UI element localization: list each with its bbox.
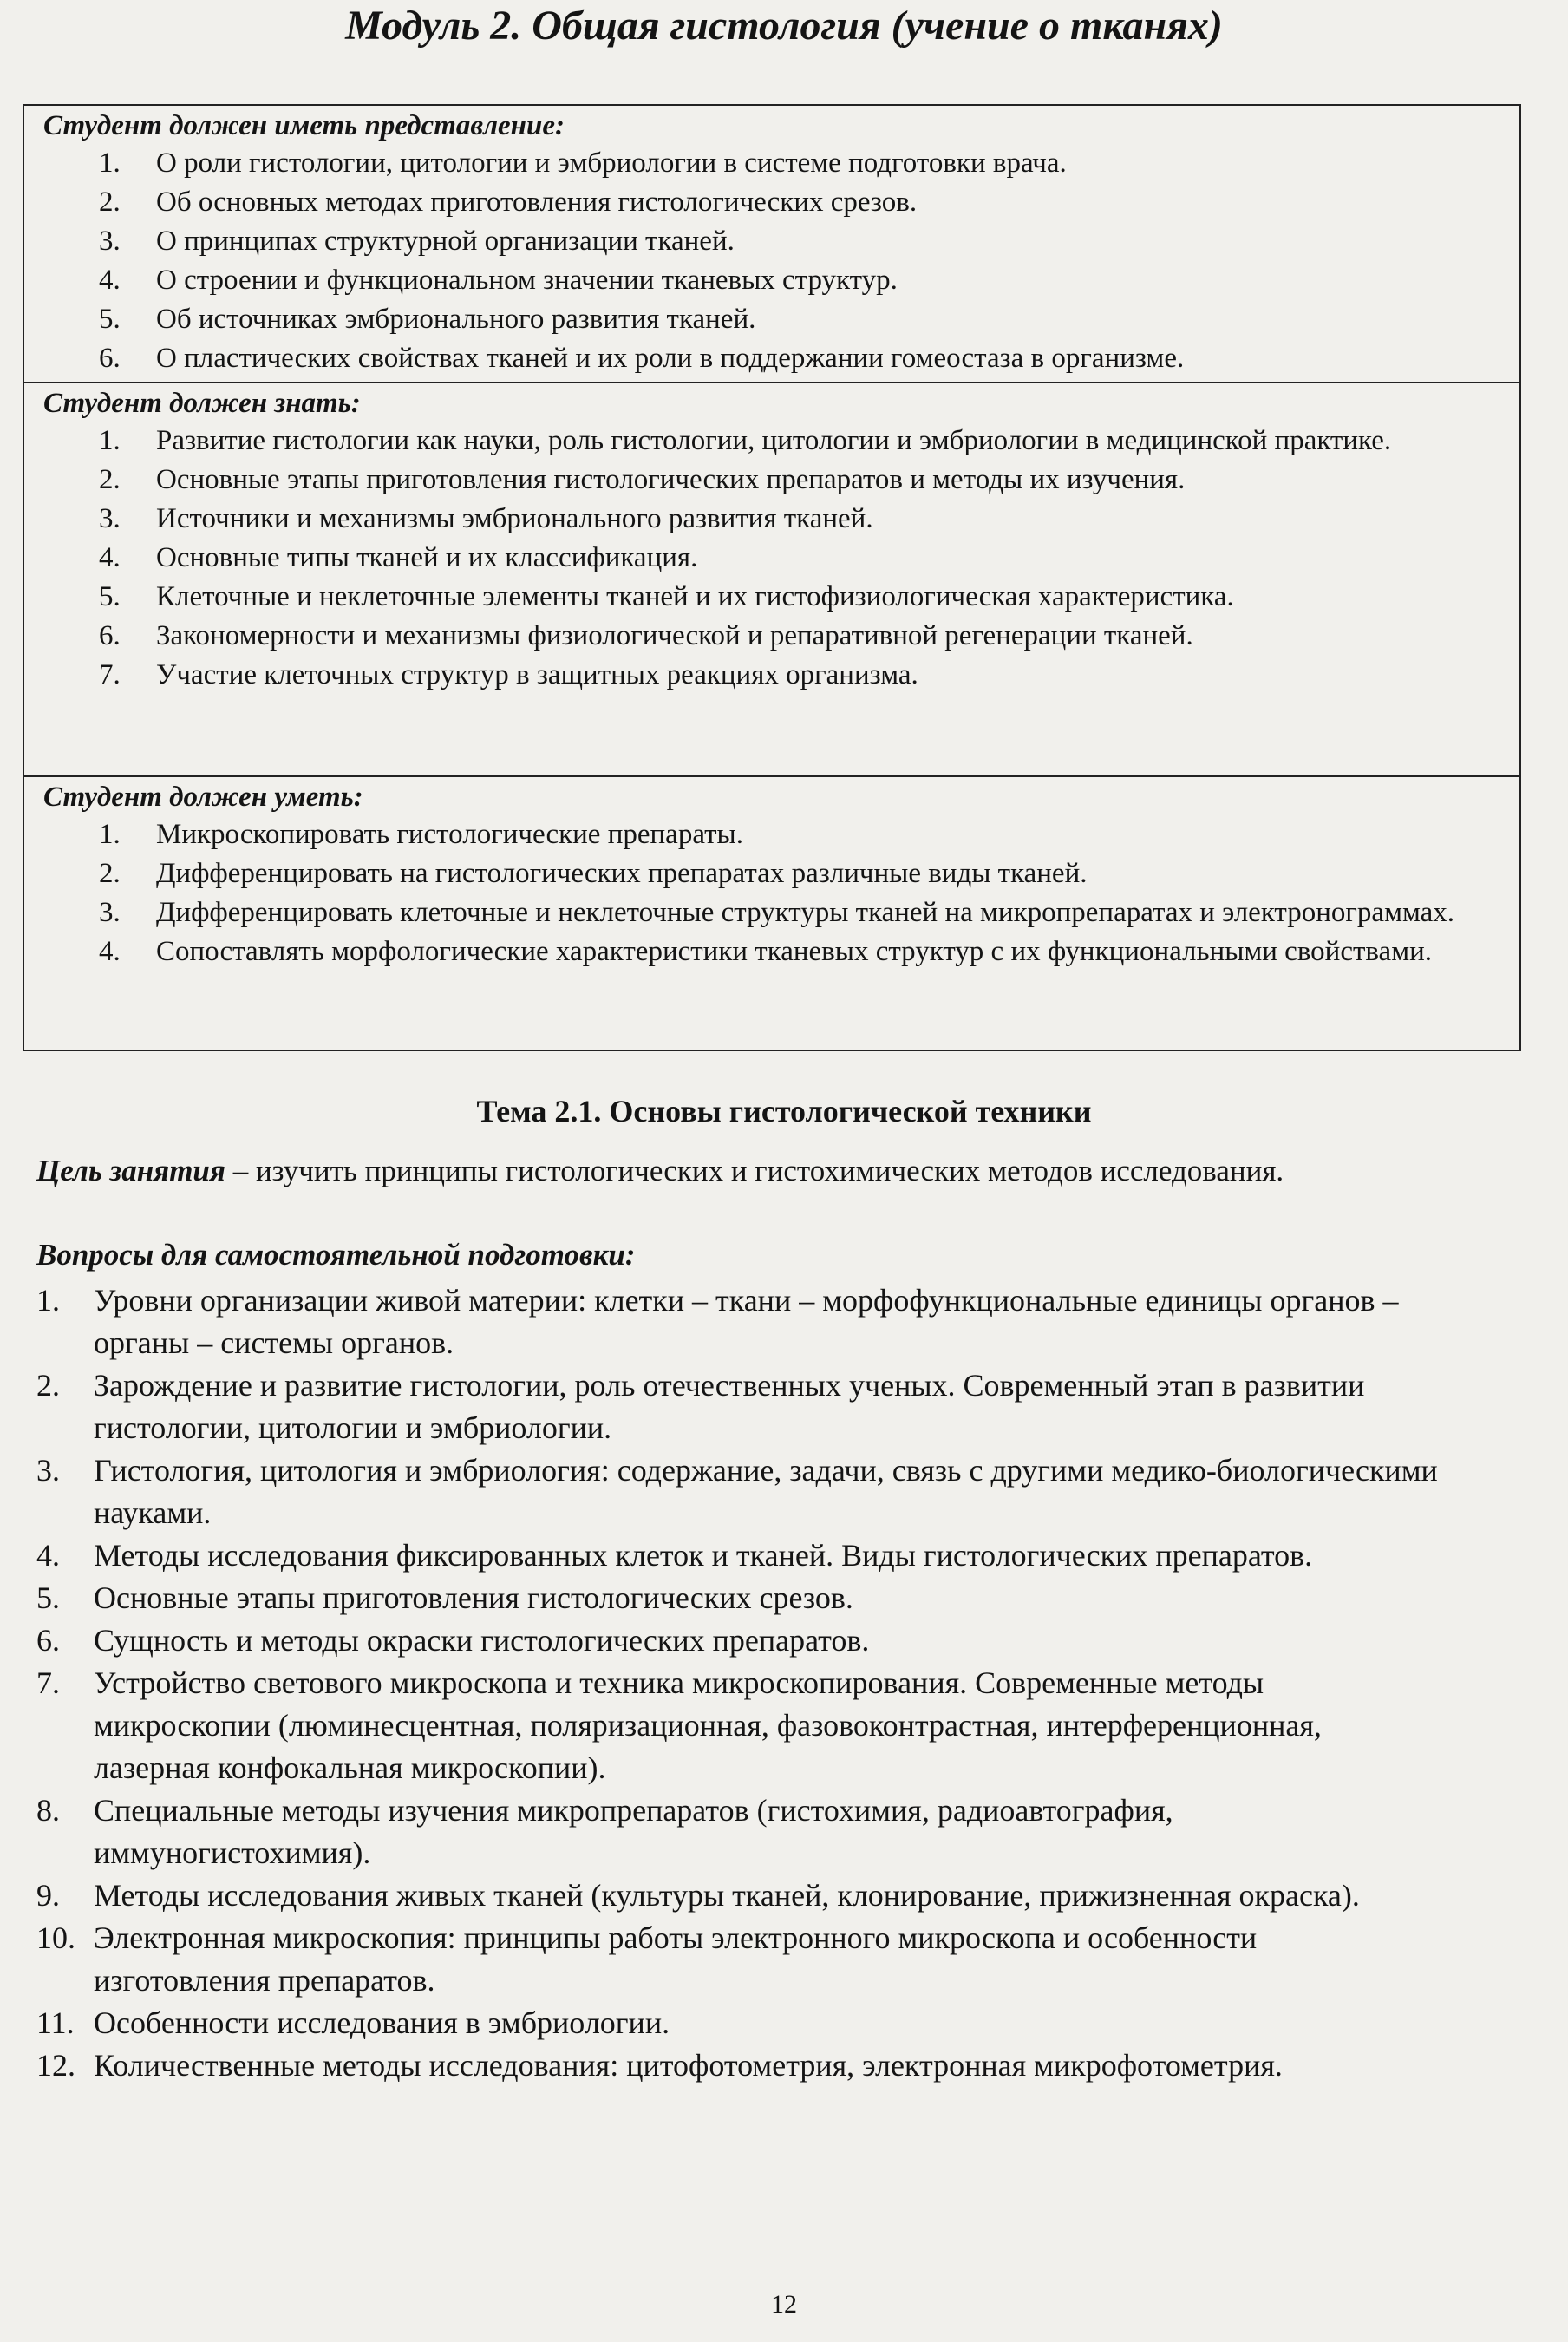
questions-list — [0, 1279, 1474, 2087]
question-item — [0, 1874, 1474, 1917]
item-text: Источники и механизмы эмбрионального развития тканей. — [156, 503, 873, 534]
item-number: 6. — [99, 620, 121, 651]
question-text: Количественные методы исследования: цитофотометрия, электронная микрофотометрия. — [94, 2048, 1283, 2083]
list-item — [24, 222, 1519, 261]
item-number: 7. — [99, 659, 121, 690]
question-text: Особенности исследования в эмбриологии. — [94, 2005, 670, 2040]
goal-label: Цель занятия — [36, 1154, 225, 1187]
module-title: Модуль 2. Общая гистология (учение о тканях) — [345, 3, 1223, 49]
question-text: Электронная микроскопия: принципы работы электронного микроскопа и особенности изготовления препаратов. — [94, 1920, 1258, 1998]
item-text: Участие клеточных структур в защитных реакциях организма. — [156, 659, 918, 690]
list-item — [24, 461, 1519, 500]
questions-heading: Вопросы для самостоятельной подготовки: — [36, 1238, 636, 1272]
question-item — [0, 1917, 1474, 2002]
question-number: 8. — [36, 1793, 60, 1828]
question-number: 5. — [36, 1580, 60, 1615]
item-number: 5. — [99, 581, 121, 612]
item-text: О пластических свойствах тканей и их роли в поддержании гомеостаза в организме. — [156, 343, 1185, 374]
question-text: Методы исследования живых тканей (культуры тканей, клонирование, прижизненная окраска). — [94, 1878, 1360, 1913]
item-number: 1. — [99, 425, 121, 456]
list-item — [24, 144, 1519, 183]
page-number: 12 — [771, 2290, 797, 2319]
list-item — [24, 932, 1519, 971]
list-item — [24, 617, 1519, 656]
question-number: 11. — [36, 2005, 75, 2040]
question-item — [0, 1619, 1474, 1662]
item-text: Об источниках эмбрионального развития тканей. — [156, 304, 756, 335]
question-text: Гистология, цитология и эмбриология: содержание, задачи, связь с другими медико-биологическими науками. — [94, 1453, 1438, 1530]
item-text: Сопоставлять морфологические характеристики тканевых структур с их функциональными свойствами. — [156, 936, 1432, 967]
item-text: Дифференцировать на гистологических препаратах различные виды тканей. — [156, 858, 1088, 889]
question-item — [0, 1534, 1474, 1577]
list-item — [24, 500, 1519, 539]
question-number: 2. — [36, 1368, 60, 1403]
question-item — [0, 1279, 1474, 1364]
list-item — [24, 854, 1519, 893]
section-heading: Студент должен иметь представление: — [43, 110, 565, 141]
list-item — [24, 539, 1519, 578]
item-number: 2. — [99, 858, 121, 889]
question-number: 3. — [36, 1453, 60, 1488]
list-item — [24, 893, 1519, 932]
item-number: 4. — [99, 542, 121, 573]
item-number: 2. — [99, 186, 121, 218]
item-number: 1. — [99, 819, 121, 850]
item-text: О строении и функциональном значении тканевых структур. — [156, 265, 898, 296]
item-text: Микроскопировать гистологические препараты. — [156, 819, 743, 850]
item-text: Клеточные и неклеточные элементы тканей и их гистофизиологическая характеристика. — [156, 581, 1234, 612]
item-number: 6. — [99, 343, 121, 374]
item-number: 3. — [99, 503, 121, 534]
question-number: 12. — [36, 2048, 75, 2083]
item-list — [24, 144, 1519, 378]
question-number: 10. — [36, 1920, 75, 1955]
section-able — [24, 775, 1519, 971]
question-item — [0, 1449, 1474, 1534]
item-list — [24, 815, 1519, 971]
item-text: О принципах структурной организации тканей. — [156, 226, 735, 257]
question-text: Зарождение и развитие гистологии, роль отечественных ученых. Современный этап в развитии гистологии, цитологии и эмбриологии. — [94, 1368, 1365, 1445]
topic-title: Тема 2.1. Основы гистологической техники — [476, 1094, 1092, 1128]
item-number: 5. — [99, 304, 121, 335]
item-number: 1. — [99, 147, 121, 179]
question-item — [0, 2002, 1474, 2044]
section-know — [24, 382, 1519, 695]
list-item — [24, 578, 1519, 617]
section-heading: Студент должен знать: — [43, 388, 361, 419]
question-number: 4. — [36, 1538, 60, 1573]
item-number: 4. — [99, 265, 121, 296]
question-number: 6. — [36, 1623, 60, 1658]
item-text: Закономерности и механизмы физиологической и репаративной регенерации тканей. — [156, 620, 1193, 651]
item-text: Основные этапы приготовления гистологических препаратов и методы их изучения. — [156, 464, 1186, 495]
question-text: Уровни организации живой материи: клетки – ткани – морфофункциональные единицы органов – органы – системы органов. — [94, 1283, 1399, 1360]
list-item — [24, 339, 1519, 378]
item-text: Развитие гистологии как науки, роль гистологии, цитологии и эмбриологии в медицинской практике. — [156, 425, 1392, 456]
question-text: Сущность и методы окраски гистологических препаратов. — [94, 1623, 870, 1658]
goal-text: – изучить принципы гистологических и гистохимических методов исследования. — [225, 1154, 1284, 1187]
question-item — [0, 2044, 1474, 2087]
question-text: Методы исследования фиксированных клеток и тканей. Виды гистологических препаратов. — [94, 1538, 1313, 1573]
question-item — [0, 1789, 1474, 1874]
list-item — [24, 656, 1519, 695]
item-number: 2. — [99, 464, 121, 495]
competencies-box — [23, 104, 1521, 1051]
question-text: Устройство светового микроскопа и техника микроскопирования. Современные методы микроскопии (люминесцентная, поляризационная, фазовоконтрастная, интерференционная, лазерная конфокальная микроскопии). — [94, 1665, 1322, 1785]
item-text: Дифференцировать клеточные и неклеточные структуры тканей на микропрепаратах и электронограммах. — [156, 897, 1455, 928]
item-number: 3. — [99, 897, 121, 928]
section-heading: Студент должен уметь: — [43, 782, 363, 813]
list-item — [24, 300, 1519, 339]
item-text: Основные типы тканей и их классификация. — [156, 542, 698, 573]
list-item — [24, 815, 1519, 854]
section-representation — [24, 106, 1519, 378]
question-text: Основные этапы приготовления гистологических срезов. — [94, 1580, 853, 1615]
list-item — [24, 261, 1519, 300]
question-number: 7. — [36, 1665, 60, 1700]
question-item — [0, 1577, 1474, 1619]
item-text: Об основных методах приготовления гистологических срезов. — [156, 186, 918, 218]
list-item — [24, 183, 1519, 222]
question-item — [0, 1662, 1474, 1789]
question-number: 9. — [36, 1878, 60, 1913]
question-item — [0, 1364, 1474, 1449]
list-item — [24, 422, 1519, 461]
item-text: О роли гистологии, цитологии и эмбриологии в системе подготовки врача. — [156, 147, 1067, 179]
goal-paragraph — [36, 1150, 1502, 1192]
item-number: 3. — [99, 226, 121, 257]
item-number: 4. — [99, 936, 121, 967]
question-text: Специальные методы изучения микропрепаратов (гистохимия, радиоавтография, иммуногистохимия). — [94, 1793, 1173, 1870]
question-number: 1. — [36, 1283, 60, 1318]
item-list — [24, 422, 1519, 695]
